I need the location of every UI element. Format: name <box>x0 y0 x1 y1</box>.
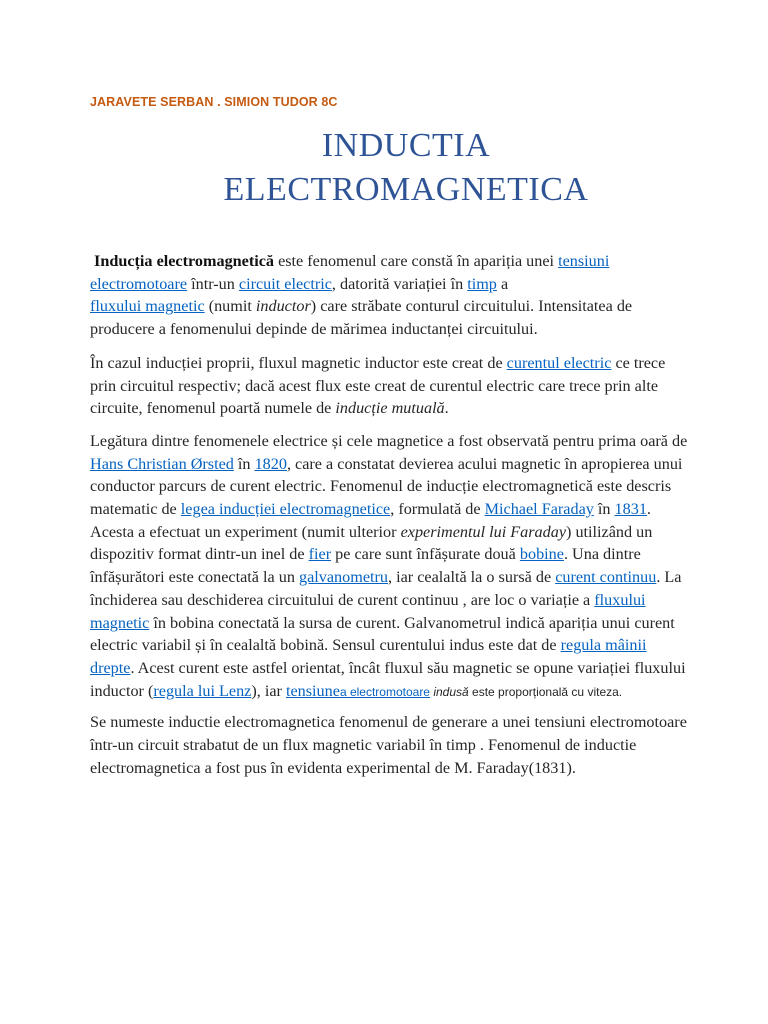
text: . Una dintre înfășurători este conectată la un <box>90 545 641 587</box>
link-1820[interactable]: 1820 <box>254 454 287 473</box>
text: , formulată de <box>390 500 485 519</box>
text: , datorită variației în <box>331 274 468 293</box>
text: în <box>593 500 615 519</box>
text: . Acest curent este astfel orientat, încât fluxul său magnetic se opune variației fluxului inductor ( <box>90 658 686 700</box>
link-tensiuni-electromotoare[interactable]: tensiuni electromotoare <box>90 252 610 293</box>
author-line: JARAVETE SERBAN . SIMION TUDOR 8C <box>90 95 338 109</box>
text: , care a constatat devierea acului magnetic în apropierea unui conductor parcurs de curent electric. Fenomenul de inducție electromagnetică este descris matematic de <box>90 454 683 519</box>
paragraph-summary <box>90 711 690 779</box>
link-galvanometru[interactable]: galvanometru <box>299 568 388 587</box>
text: . Acesta a efectuat un experiment (numit ulterior <box>90 500 651 541</box>
text: ) utilizând un dispozitiv format dintr-un inel de <box>90 522 653 564</box>
link-fier[interactable]: fier <box>308 545 332 564</box>
small-text: este proporțională cu viteza. <box>468 684 623 699</box>
link-timp[interactable]: timp <box>467 274 497 293</box>
italic-term: inductor <box>255 297 311 316</box>
link-regula-mainii-drepte[interactable]: regula mâinii drepte <box>90 636 647 677</box>
link-regula-lui-lenz[interactable]: regula lui Lenz <box>153 681 252 700</box>
text: ) care străbate conturul circuitului. Intensitatea de producere a fenomenului depinde de mărimea inductanței circuitului. <box>90 297 633 339</box>
paragraph-history <box>90 430 690 703</box>
text: Se numeste inductie electromagnetica fenomenul de generare a unei tensiuni electromotoare într-un circuit strabatut de un flux magnetic variabil în timp . Fenomenul de inductie electromagnetica a fost pus în evidenta experimental de M. Faraday(1831). <box>90 713 687 777</box>
title-line-1: INDUCTIA <box>321 127 491 164</box>
document-body <box>90 250 690 789</box>
document-title <box>0 124 768 212</box>
text: ), iar <box>251 681 286 700</box>
text: ce trece prin circuitul respectiv; dacă acest flux este creat de curentul electric care trece prin alte circuite, fenomenul poartă numele de <box>90 353 666 418</box>
link-bobine[interactable]: bobine <box>519 545 564 564</box>
text: (numit <box>204 297 256 316</box>
text: a <box>496 274 509 293</box>
paragraph-definition <box>90 250 690 341</box>
italic-term: inducție mutuală <box>335 399 445 418</box>
link-curentul-electric[interactable]: curentul electric <box>506 353 612 372</box>
paragraph-self-induction <box>90 352 690 420</box>
link-legea-inductiei[interactable]: legea inducției electromagnetice <box>180 500 391 519</box>
link-a-electromotoare[interactable]: a electromotoare <box>339 684 430 699</box>
text: într-un <box>187 274 239 293</box>
italic-term: experimentul lui Faraday <box>400 522 567 541</box>
small-italic-text: indusă <box>433 684 469 699</box>
text: . <box>444 399 449 418</box>
link-circuit-electric[interactable]: circuit electric <box>238 274 332 293</box>
link-michael-faraday[interactable]: Michael Faraday <box>484 500 594 519</box>
text: este fenomenul care constă în apariția unei <box>274 252 559 270</box>
link-fluxului-magnetic[interactable]: fluxului magnetic <box>90 297 205 316</box>
title-line-2: ELECTROMAGNETICA <box>223 171 589 208</box>
link-curent-continuu[interactable]: curent continuu <box>555 568 657 587</box>
text: pe care sunt înfășurate două <box>331 545 520 564</box>
text: . La închiderea sau deschiderea circuitului de curent continuu , are loc o variație a <box>90 568 682 609</box>
link-tensiune[interactable]: tensiune <box>285 681 340 700</box>
text: , iar cealaltă la o sursă de <box>388 568 556 587</box>
text: în bobina conectată la sursa de curent. Galvanometrul indică apariția unui curent electric variabil și în cealaltă bobină. Sensul curentului indus este dat de <box>90 613 675 655</box>
text: în <box>233 454 255 473</box>
link-hans-christian-orsted[interactable]: Hans Christian Ørsted <box>90 454 234 473</box>
link-1831[interactable]: 1831 <box>614 500 647 519</box>
text: În cazul inducției proprii, fluxul magnetic inductor este creat de <box>90 353 507 372</box>
text: Legătura dintre fenomenele electrice și cele magnetice a fost observată pentru prima oară de <box>90 431 688 450</box>
bold-term: Inducția electromagnetică <box>94 252 275 270</box>
link-fluxului-magnetic-2[interactable]: fluxului magnetic <box>90 590 646 632</box>
